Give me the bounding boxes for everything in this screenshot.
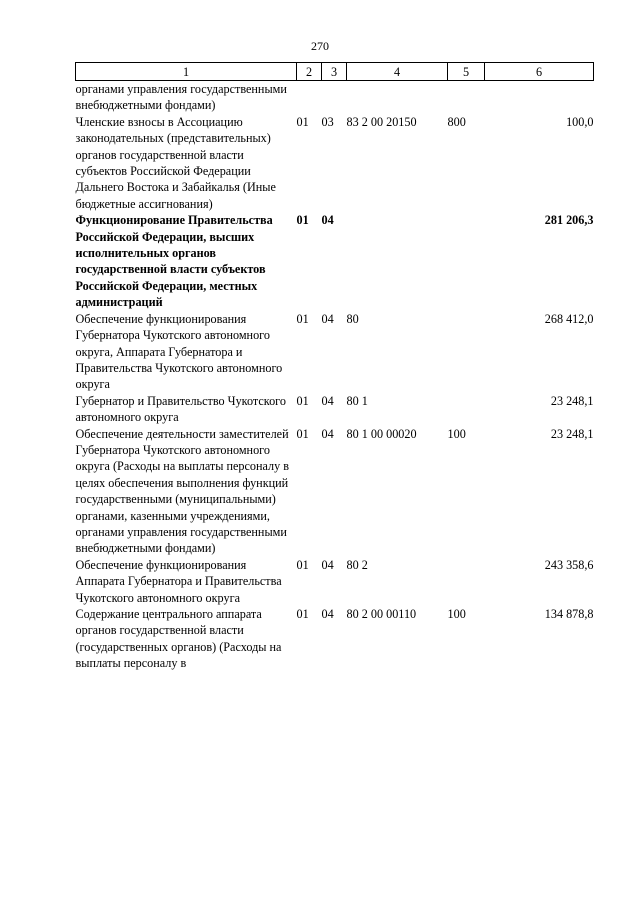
row-expense-type-code [448,212,485,310]
row-section-code [297,81,322,114]
row-amount: 134 878,8 [544,607,594,621]
row-name: Губернатор и Правительство Чукотского автономного округа [75,393,286,425]
row-expense-type-code [448,393,485,426]
table-row [76,606,594,672]
row-name: Обеспечение функционирования Аппарата Губернатора и Правительства Чукотского автономного округа [75,557,282,605]
row-target-article-code [347,81,448,114]
row-name: Членские взносы в Ассоциацию законодательных (представительных) органов государственной власти субъектов Российской Федерации Дальнего Востока и Забайкалья (Иные бюджетные ассигнования) [75,114,276,211]
row-target-article-code: 80 [346,311,359,326]
table-row [76,114,594,212]
row-expense-type-code: 100 [447,426,466,441]
row-section-code: 01 [296,213,309,228]
row-amount: 23 248,1 [550,426,594,441]
row-target-article-code: 80 2 [346,557,368,572]
table-row [76,393,594,426]
row-expense-type-code: 800 [447,114,466,129]
row-target-article-code: 80 2 00 00110 [346,607,417,621]
table-row [76,426,594,557]
row-amount: 23 248,1 [550,393,594,408]
row-name: Содержание центрального аппарата органов государственной власти (государственных органов) (Расходы на выплаты персоналу в [75,607,282,671]
row-expense-type-code [448,81,485,114]
table-row [76,557,594,606]
row-amount: 100,0 [566,114,594,129]
row-target-article-code: 83 2 00 20150 [346,114,417,129]
row-name: Обеспечение функционирования Губернатора Чукотского автономного округа, Аппарата Губернатора и Правительства Чукотского автономного округа [75,311,283,392]
row-amount: 268 412,0 [544,311,594,326]
row-subsection-code [322,81,347,114]
row-name: Обеспечение деятельности заместителей Губернатора Чукотского автономного округа (Расходы на выплаты персоналу в целях обеспечения выполнения функций государственными (муниципальными) органами, казенными учреждениями, органами управления государственными внебюджетными фондами) [75,426,290,556]
row-target-article-code [347,212,448,310]
column-header-expense-type: 5 [448,63,485,81]
table-row [76,311,594,393]
row-expense-type-code [448,311,485,393]
row-section-code: 01 [296,607,309,621]
row-target-article-code: 80 1 00 00020 [346,426,417,441]
row-subsection-code: 03 [321,114,334,129]
row-amount [485,81,594,114]
table-header-row [76,63,594,81]
column-header-name: 1 [76,63,297,81]
row-subsection-code: 04 [321,426,334,441]
row-expense-type-code [448,557,485,606]
row-amount: 243 358,6 [544,557,594,572]
column-header-amount: 6 [485,63,594,81]
row-subsection-code: 04 [321,557,334,572]
row-name: органами управления государственными внебюджетными фондами) [75,82,287,113]
row-name: Функционирование Правительства Российской Федерации, высших исполнительных органов государственной власти субъектов Российской Федерации, местных администраций [75,213,273,310]
row-amount: 281 206,3 [544,213,594,228]
row-target-article-code: 80 1 [346,393,368,408]
row-section-code: 01 [296,426,309,441]
page-number: 270 [311,39,329,53]
row-subsection-code: 04 [321,213,334,228]
column-header-subsection: 3 [322,63,347,81]
row-subsection-code: 04 [321,311,334,326]
row-section-code: 01 [296,114,309,129]
column-header-section: 2 [297,63,322,81]
table-row [76,212,594,310]
table-row [76,81,594,114]
row-section-code: 01 [296,311,309,326]
row-section-code: 01 [296,557,309,572]
column-header-target-article: 4 [347,63,448,81]
row-section-code: 01 [296,393,309,408]
row-expense-type-code: 100 [447,607,466,621]
row-subsection-code: 04 [321,607,334,621]
budget-table [75,62,594,672]
row-subsection-code: 04 [321,393,334,408]
